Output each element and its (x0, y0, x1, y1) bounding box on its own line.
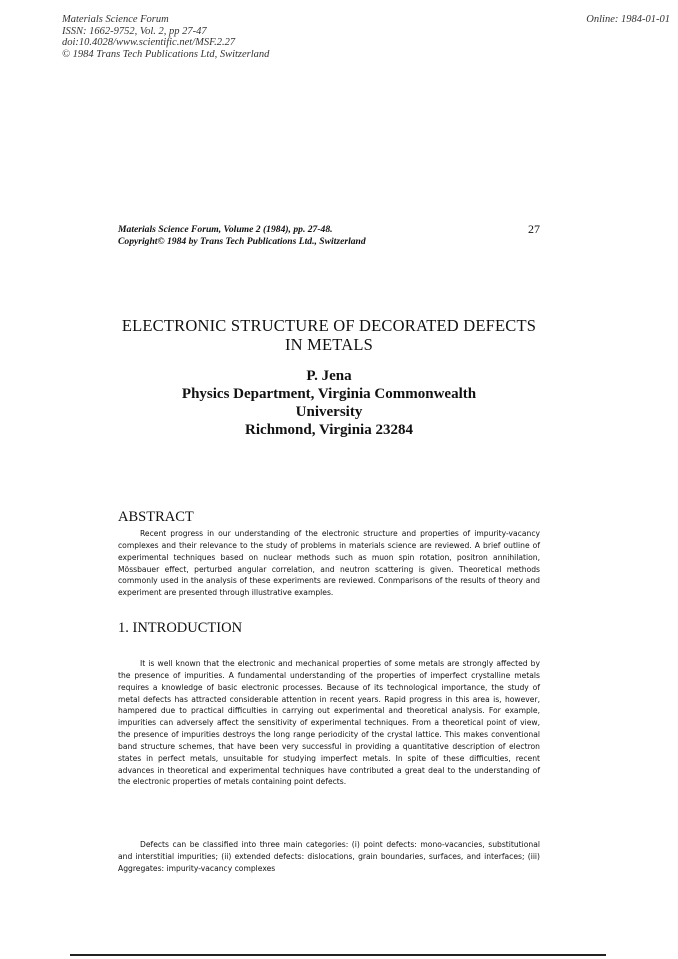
author-affiliation-continued: University (295, 404, 363, 420)
copyright-line: © 1984 Trans Tech Publications Ltd, Switzerland (62, 48, 270, 60)
footer-rule (70, 954, 606, 956)
author-affiliation: Physics Department, Virginia Commonwealth (181, 386, 477, 402)
online-date: Online: 1984-01-01 (586, 14, 670, 25)
abstract-heading: ABSTRACT (118, 509, 194, 525)
publication-metadata (62, 14, 462, 60)
introduction-paragraph: It is well known that the electronic and mechanical properties of some metals are strongly affected by the presence of impurities. A fundamental understanding of the properties of imperfect crystalline metals requires a knowledge of basic electronic processes. Because of its technological importance, the study of metal defects has attracted considerable attention in recent years. Rapid progress in this area is, however, hampered due to practical difficulties in carrying out experimental and theoretical analysis. For example, impurities can adversely affect the sensitivity of experimental techniques. From a theoretical point of view, the presence of impurities destroys the long range periodicity of the crystal lattice. This makes conventional band structure schemes, that have been very successful in providing a quantitative description of electron states in perfect metals, unsuitable for studying imperfect metals. In spite of these difficulties, recent advances in theoretical and experimental techniques have contributed a great deal to the understanding of the electronic properties of metals containing point defects. (118, 659, 540, 787)
introduction-paragraph: Defects can be classified into three main categories: (i) point defects: mono-vacancies, substitutional and interstitial impurities; (ii) extended defects: dislocations, grain boundaries, surfaces, and interfaces; (iii) Aggregates: impurity-vacancy complexes (118, 840, 540, 873)
author-address: Richmond, Virginia 23284 (245, 422, 413, 438)
journal-citation: Materials Science Forum, Volume 2 (1984), pp. 27-48. (118, 224, 333, 235)
introduction-heading: 1. INTRODUCTION (118, 620, 243, 636)
author-name: P. Jena (306, 368, 352, 384)
issn-line: ISSN: 1662-9752, Vol. 2, pp 27-47 (62, 25, 207, 37)
abstract-text: Recent progress in our understanding of the electronic structure and properties of impurity-vacancy complexes and their relevance to the study of problems in materials science are reviewed. A brief outline of experimental techniques based on nuclear methods such as muon spin rotation, positron annihilation, Mössbauer effect, perturbed angular correlation, and neutron scattering is given. Theoretical methods commonly used in the analysis of these experiments are reviewed. Conmparisons of the results of theory and experiment are presented through illustrative examples. (118, 529, 540, 598)
doi-link[interactable]: doi:10.4028/www.scientific.net/MSF.2.27 (62, 37, 236, 49)
journal-copyright: Copyright© 1984 by Trans Tech Publications Ltd., Switzerland (118, 235, 366, 247)
journal-name-line: Materials Science Forum (62, 14, 169, 25)
author-block (118, 367, 540, 439)
page-number: 27 (528, 222, 540, 236)
journal-info (118, 224, 538, 247)
paper-title: ELECTRONIC STRUCTURE OF DECORATED DEFECTS IN METALS (121, 316, 537, 354)
